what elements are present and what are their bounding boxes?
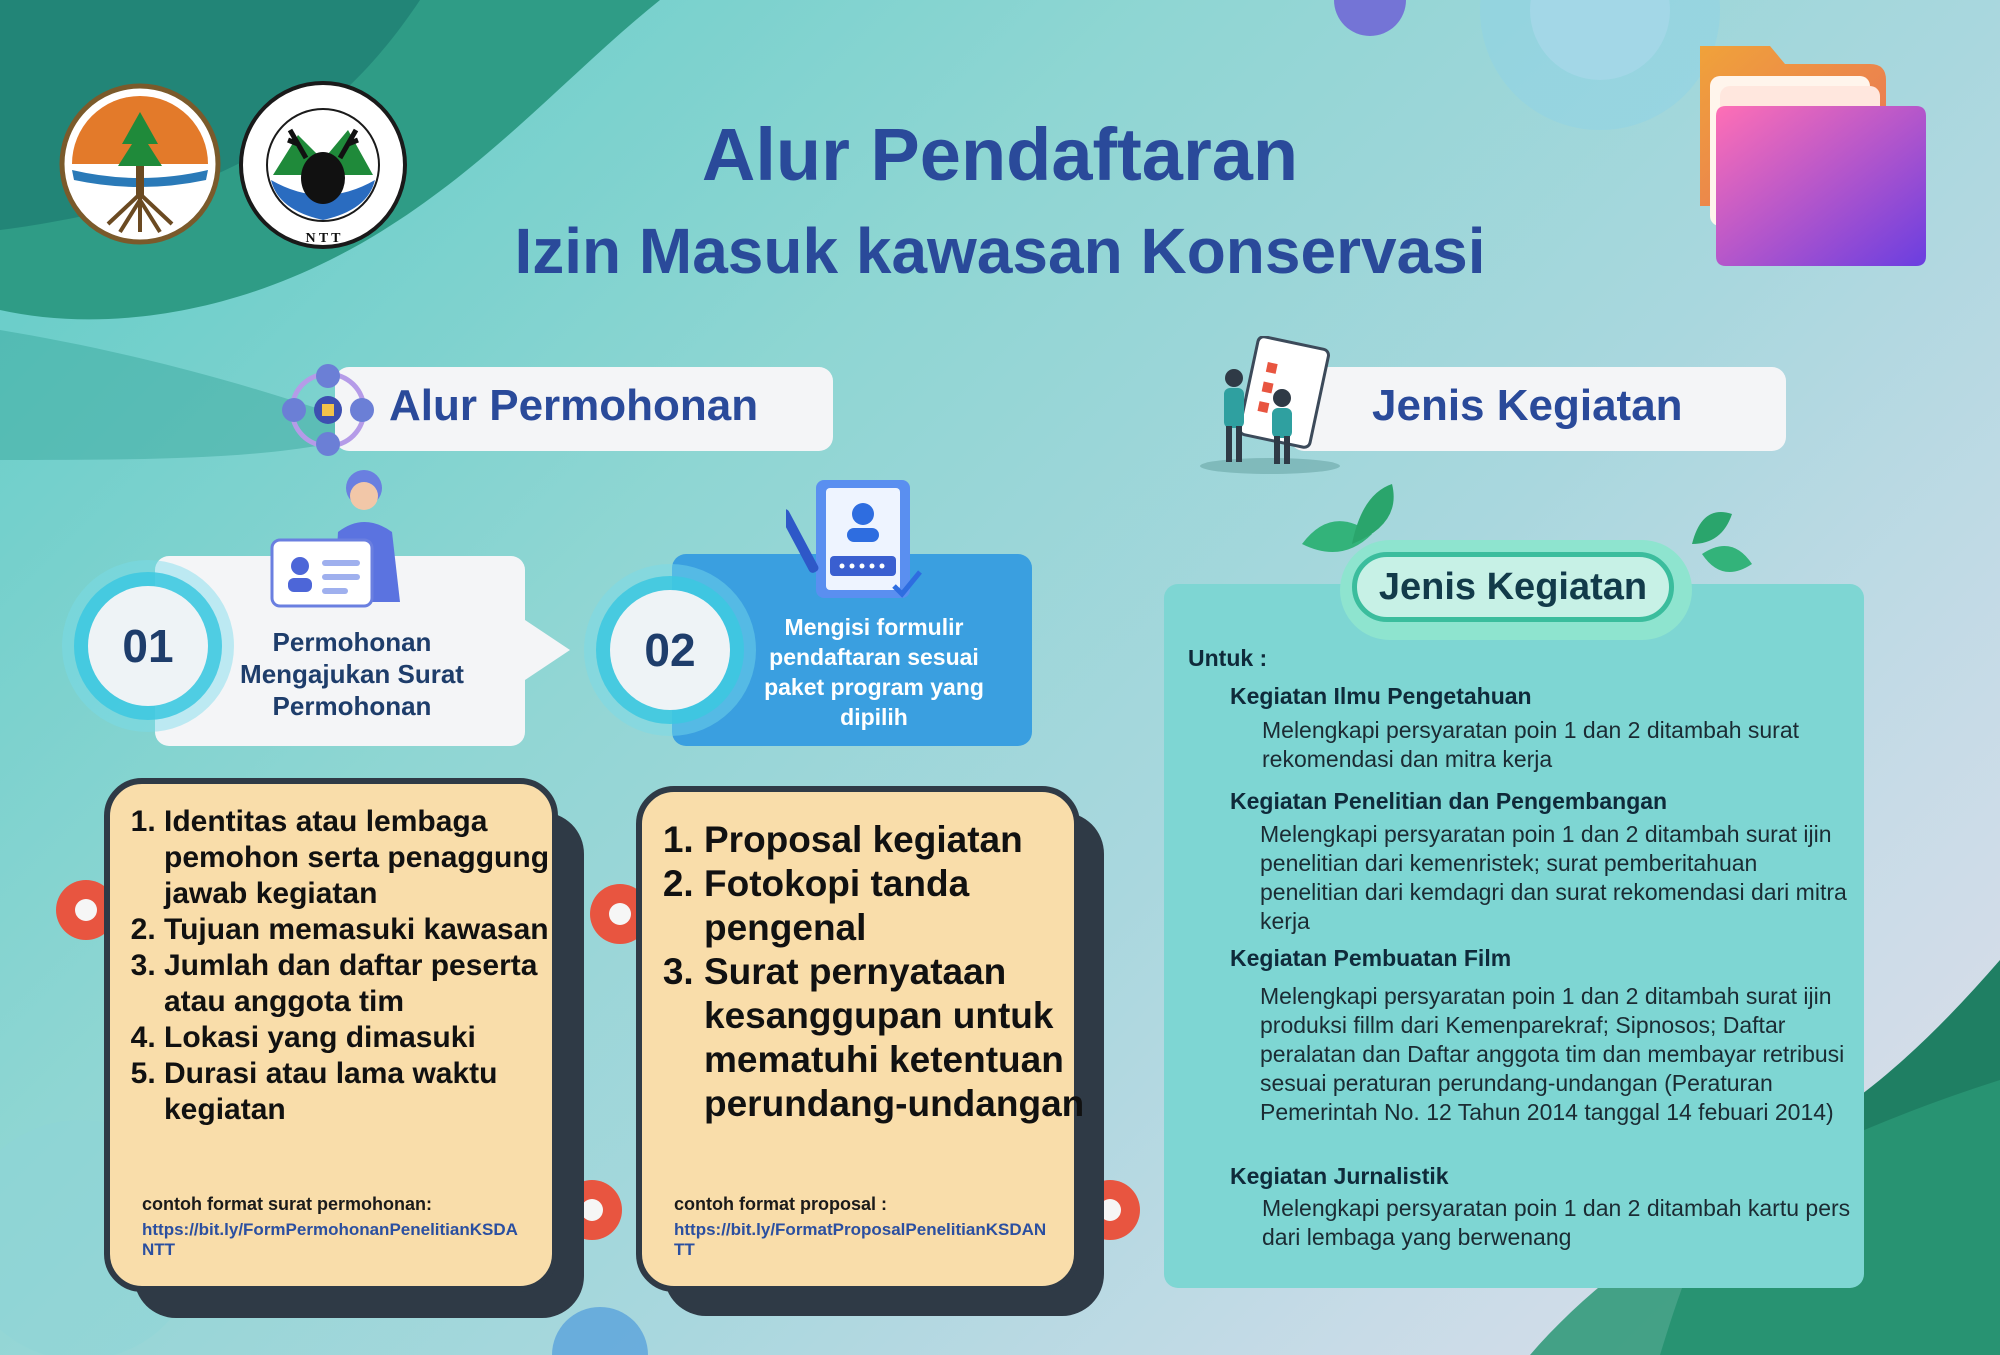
step-01-arrow xyxy=(522,618,570,682)
requirements-card-1 xyxy=(104,778,558,1292)
sub-title: Izin Masuk kawasan Konservasi xyxy=(514,215,1486,287)
untuk-label: Untuk : xyxy=(1188,645,1268,671)
format-label-1: contoh format surat permohonan: xyxy=(142,1194,433,1214)
kegiatan-title-2: Kegiatan Penelitian dan Pengembangan xyxy=(1230,788,1668,814)
list-item: 4. Lokasi yang dimasuki xyxy=(164,1020,584,1056)
format-link-1[interactable]: https://bit.ly/FormPermohonanPenelitianKSDANTT xyxy=(142,1220,518,1259)
requirements-list-1 xyxy=(110,804,584,1128)
requirements-card-2 xyxy=(636,786,1085,1292)
form-fill-icon xyxy=(786,476,926,608)
format-link-2[interactable]: https://bit.ly/FormatProposalPenelitianKSDANTT xyxy=(674,1220,1047,1259)
alur-permohonan-label: Alur Permohonan xyxy=(389,381,759,430)
list-item: 2. Fotokopi tanda pengenal xyxy=(704,862,1134,950)
format-label-2: contoh format proposal : xyxy=(674,1194,887,1214)
step-02-number: 02 xyxy=(610,590,730,710)
jenis-kegiatan-badge: Jenis Kegiatan xyxy=(1352,552,1674,622)
kegiatan-desc-3: Melengkapi persyaratan poin 1 dan 2 ditambah surat ijin produksi fillm dari Kemenparekraf; Sipnosos; Daftar peralatan dan Daftar anggota tim dan membayar retribusi sesuai peraturan perundang-undangan (Peraturan Pemerintah No. 12 Tahun 2014 tanggal 14 febuari 2014) xyxy=(1260,983,1845,1125)
kegiatan-desc-4: Melengkapi persyaratan poin 1 dan 2 ditambah kartu pers dari lembaga yang berwenang xyxy=(1262,1195,1851,1250)
kegiatan-title-3: Kegiatan Pembuatan Film xyxy=(1230,945,1512,971)
main-title: Alur Pendaftaran xyxy=(701,113,1299,196)
checklist-people-icon xyxy=(1200,336,1350,476)
list-item: 1. Proposal kegiatan xyxy=(704,818,1134,862)
step-01-text: Permohonan Mengajukan Surat Permohonan xyxy=(240,627,464,721)
woman-id-card-icon xyxy=(268,462,418,612)
step-01-number: 01 xyxy=(88,586,208,706)
alur-permohonan-header xyxy=(335,367,833,451)
jenis-kegiatan-header xyxy=(1290,367,1786,451)
jenis-kegiatan-header-label: Jenis Kegiatan xyxy=(1372,381,1683,430)
kegiatan-title-4: Kegiatan Jurnalistik xyxy=(1230,1163,1449,1189)
requirements-list-2 xyxy=(642,818,1134,1126)
svg-text:N T T: N T T xyxy=(305,231,341,246)
list-item: 3. Jumlah dan daftar peserta atau anggota tim xyxy=(164,948,584,1020)
list-item: 2. Tujuan memasuki kawasan xyxy=(164,912,584,948)
kegiatan-desc-1: Melengkapi persyaratan poin 1 dan 2 ditambah surat rekomendasi dan mitra kerja xyxy=(1262,717,1800,772)
step-02-text: Mengisi formulir pendaftaran sesuai paket program yang dipilih xyxy=(764,614,984,730)
kegiatan-desc-2: Melengkapi persyaratan poin 1 dan 2 ditambah surat ijin penelitian dari kemenristek; surat pemberitahuan penelitian dari kemdagri dan surat rekomendasi dari mitra kerja xyxy=(1260,821,1847,934)
kegiatan-title-1: Kegiatan Ilmu Pengetahuan xyxy=(1230,683,1532,709)
workflow-icon xyxy=(282,364,374,456)
list-item: 1. Identitas atau lembaga pemohon serta penaggung jawab kegiatan xyxy=(164,804,584,912)
list-item: 5. Durasi atau lama waktu kegiatan xyxy=(164,1056,584,1128)
list-item: 3. Surat pernyataan kesanggupan untuk mematuhi ketentuan perundang-undangan xyxy=(704,950,1134,1126)
